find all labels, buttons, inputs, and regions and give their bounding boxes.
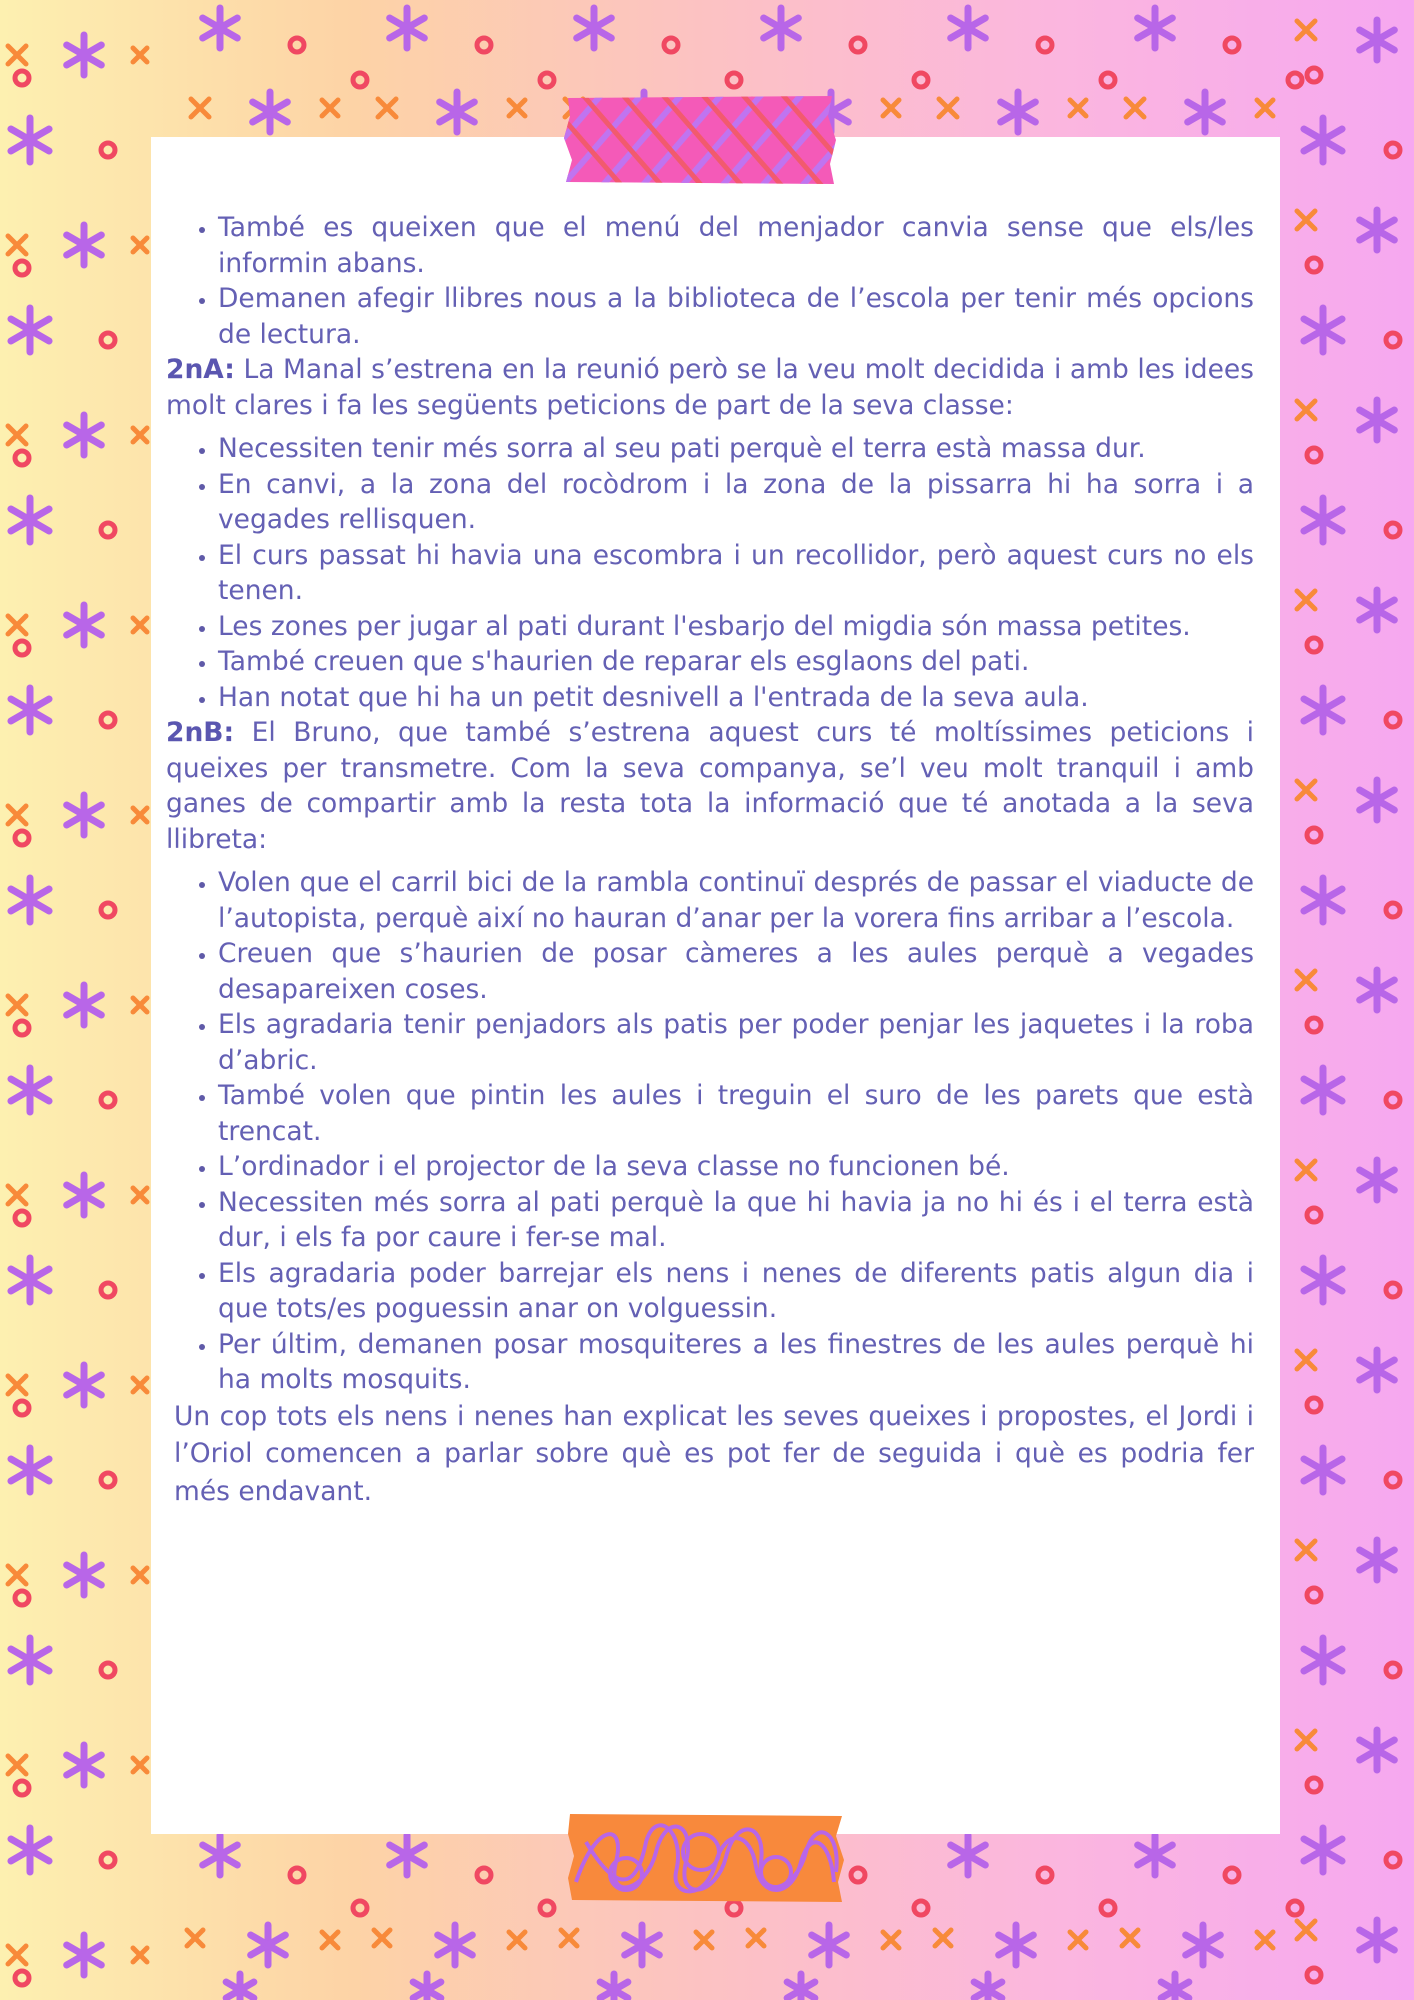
list-item: • Han notat que hi ha un petit desnivell a l'entrada de la seva aula.: [218, 680, 1254, 716]
dot-icon: [1386, 713, 1400, 727]
star-icon: [11, 878, 49, 922]
cross-icon: [1297, 1731, 1315, 1749]
star-icon: [67, 985, 102, 1025]
dot-icon: [1225, 38, 1239, 52]
dot-icon: [353, 1901, 367, 1915]
star-icon: [1360, 400, 1395, 440]
dot-icon: [477, 38, 491, 52]
dot-icon: [15, 1021, 29, 1035]
star-icon: [1304, 1828, 1342, 1872]
cross-icon: [133, 1568, 147, 1582]
star-icon: [226, 1974, 254, 2000]
dot-icon: [1386, 1853, 1400, 1867]
cross-icon: [374, 1930, 390, 1946]
star-icon: [1138, 8, 1173, 48]
cross-icon: [133, 1948, 147, 1962]
section-2nb-label: 2nB:: [166, 717, 235, 748]
dot-icon: [15, 1971, 29, 1985]
list-item: • El curs passat hi havia una escombra i un recollidor, però aquest curs no els tenen.: [218, 538, 1254, 609]
star-icon: [67, 605, 102, 645]
dot-icon: [1386, 1473, 1400, 1487]
dot-icon: [1307, 1968, 1321, 1982]
cross-icon: [696, 1932, 712, 1948]
star-icon: [1186, 1925, 1221, 1965]
star-icon: [1161, 1974, 1189, 2000]
cross-icon: [133, 1378, 147, 1392]
star-icon: [600, 1974, 628, 2000]
cross-icon: [1257, 1932, 1273, 1948]
dot-icon: [101, 1473, 115, 1487]
star-icon: [1360, 590, 1395, 630]
dot-icon: [1307, 258, 1321, 272]
cross-icon: [1297, 1541, 1315, 1559]
cross-icon: [883, 1932, 899, 1948]
dot-icon: [1386, 333, 1400, 347]
intro-list: [166, 210, 1254, 352]
cross-icon: [748, 1930, 764, 1946]
star-icon: [1188, 92, 1223, 132]
dot-icon: [101, 1093, 115, 1107]
cross-icon: [8, 1946, 26, 1964]
cross-icon: [8, 1756, 26, 1774]
cross-icon: [133, 808, 147, 822]
star-icon: [390, 8, 425, 48]
cross-icon: [8, 1376, 26, 1394]
dot-icon: [1307, 448, 1321, 462]
dot-icon: [1386, 1283, 1400, 1297]
dot-icon: [15, 261, 29, 275]
dot-icon: [101, 1853, 115, 1867]
star-icon: [1304, 498, 1342, 542]
dot-icon: [290, 1868, 304, 1882]
dot-icon: [101, 1283, 115, 1297]
cross-icon: [1297, 401, 1315, 419]
section-2nb-paragraph: [166, 715, 1254, 857]
star-icon: [1304, 878, 1342, 922]
dot-icon: [1386, 143, 1400, 157]
section-2nb-text: El Bruno, que també s’estrena aquest curs té moltíssimes peticions i queixes per transmetre. Com la seva companya, se’l veu molt tranquil i amb ganes de compartir amb la resta tota la informació que té anotada a la seva llibreta:: [166, 717, 1254, 855]
cross-icon: [133, 998, 147, 1012]
cross-icon: [8, 1186, 26, 1204]
cross-icon: [1297, 21, 1315, 39]
washi-tape-bottom: [566, 1812, 846, 1904]
cross-icon: [1122, 1930, 1138, 1946]
star-icon: [67, 1365, 102, 1405]
star-icon: [11, 308, 49, 352]
cross-icon: [883, 100, 899, 116]
cross-icon: [322, 1932, 338, 1948]
cross-icon: [322, 100, 338, 116]
dot-icon: [851, 1868, 865, 1882]
star-icon: [67, 1555, 102, 1595]
dot-icon: [101, 143, 115, 157]
star-icon: [1304, 1448, 1342, 1492]
cross-icon: [1297, 1351, 1315, 1369]
dot-icon: [1288, 73, 1302, 87]
star-icon: [1360, 970, 1395, 1010]
star-icon: [390, 1835, 425, 1875]
star-icon: [974, 1974, 1002, 2000]
cross-icon: [1297, 1921, 1315, 1939]
dot-icon: [1386, 903, 1400, 917]
cross-icon: [8, 616, 26, 634]
dot-icon: [1307, 1208, 1321, 1222]
star-icon: [1304, 308, 1342, 352]
cross-icon: [561, 1930, 577, 1946]
cross-icon: [8, 46, 26, 64]
list-item: • Els agradaria tenir penjadors als patis per poder penjar les jaquetes i la roba d’abric.: [218, 1007, 1254, 1078]
star-icon: [625, 1925, 660, 1965]
list-item: • També volen que pintin les aules i treguin el suro de les parets que està trencat.: [218, 1078, 1254, 1149]
cross-icon: [133, 428, 147, 442]
cross-icon: [1126, 99, 1144, 117]
list-item: • Per últim, demanen posar mosquiteres a les finestres de les aules perquè hi ha molts mosquits.: [218, 1327, 1254, 1398]
star-icon: [1001, 92, 1036, 132]
dot-icon: [101, 713, 115, 727]
star-icon: [413, 1974, 441, 2000]
dot-icon: [540, 1901, 554, 1915]
cross-icon: [8, 996, 26, 1014]
dot-icon: [1225, 1868, 1239, 1882]
dot-icon: [851, 38, 865, 52]
star-icon: [1138, 1835, 1173, 1875]
dot-icon: [1307, 1018, 1321, 1032]
star-icon: [11, 1448, 49, 1492]
dot-icon: [1101, 73, 1115, 87]
list-item: • Creuen que s’haurien de posar càmeres a les aules perquè a vegades desapareixen coses.: [218, 936, 1254, 1007]
cross-icon: [939, 99, 957, 117]
dot-icon: [1307, 1588, 1321, 1602]
star-icon: [787, 1974, 815, 2000]
cross-icon: [8, 426, 26, 444]
dot-icon: [1307, 1398, 1321, 1412]
star-icon: [11, 498, 49, 542]
cross-icon: [8, 1566, 26, 1584]
dot-icon: [664, 38, 678, 52]
cross-icon: [133, 618, 147, 632]
list-item: • Necessiten més sorra al pati perquè la que hi havia ja no hi és i el terra està dur, i els fa por caure i fer-se mal.: [218, 1185, 1254, 1256]
cross-icon: [133, 48, 147, 62]
star-icon: [1360, 1350, 1395, 1390]
dot-icon: [1307, 68, 1321, 82]
dot-icon: [914, 1901, 928, 1915]
cross-icon: [1070, 1932, 1086, 1948]
star-icon: [951, 1835, 986, 1875]
list-item: • Demanen afegir llibres nous a la biblioteca de l’escola per tenir més opcions de lectura.: [218, 281, 1254, 352]
star-icon: [1360, 210, 1395, 250]
dot-icon: [101, 1663, 115, 1677]
dot-icon: [1038, 38, 1052, 52]
closing-paragraph: Un cop tots els nens i nenes han explicat les seves queixes i propostes, el Jordi i l’Oriol comencen a parlar sobre què es pot fer de seguida i què es podria fer més endavant.: [174, 1400, 1254, 1507]
dot-icon: [1288, 1901, 1302, 1915]
cross-icon: [1297, 971, 1315, 989]
star-icon: [1304, 1258, 1342, 1302]
star-icon: [1360, 20, 1395, 60]
cross-icon: [509, 1932, 525, 1948]
star-icon: [951, 8, 986, 48]
star-icon: [1304, 688, 1342, 732]
cross-icon: [133, 1188, 147, 1202]
dot-icon: [1038, 1868, 1052, 1882]
star-icon: [253, 92, 288, 132]
star-icon: [67, 795, 102, 835]
star-icon: [67, 1935, 102, 1975]
list-item: • També creuen que s'haurien de reparar els esglaons del pati.: [218, 644, 1254, 680]
dot-icon: [914, 73, 928, 87]
section-2nb-list: [166, 865, 1254, 1398]
star-icon: [1304, 1068, 1342, 1112]
cross-icon: [1257, 100, 1273, 116]
star-icon: [67, 35, 102, 75]
star-icon: [764, 8, 799, 48]
star-icon: [11, 1828, 49, 1872]
star-icon: [1360, 780, 1395, 820]
dot-icon: [1307, 638, 1321, 652]
star-icon: [1360, 1920, 1395, 1960]
document-body: [166, 210, 1254, 1510]
section-2na-label: 2nA:: [166, 354, 235, 385]
dot-icon: [15, 1211, 29, 1225]
star-icon: [812, 1925, 847, 1965]
cross-icon: [1070, 100, 1086, 116]
star-icon: [999, 1925, 1034, 1965]
washi-tape-top: [562, 94, 838, 186]
star-icon: [11, 1068, 49, 1112]
dot-icon: [15, 641, 29, 655]
dot-icon: [15, 1591, 29, 1605]
list-item: • Necessiten tenir més sorra al seu pati perquè el terra està massa dur.: [218, 431, 1254, 467]
list-item: • Les zones per jugar al pati durant l'esbarjo del migdia són massa petites.: [218, 609, 1254, 645]
cross-icon: [1297, 591, 1315, 609]
cross-icon: [1297, 1161, 1315, 1179]
cross-icon: [187, 1930, 203, 1946]
dot-icon: [477, 1868, 491, 1882]
star-icon: [438, 1925, 473, 1965]
star-icon: [67, 225, 102, 265]
cross-icon: [133, 238, 147, 252]
cross-icon: [8, 236, 26, 254]
star-icon: [1304, 118, 1342, 162]
cross-icon: [1297, 211, 1315, 229]
cross-icon: [133, 1758, 147, 1772]
dot-icon: [15, 1401, 29, 1415]
star-icon: [11, 1638, 49, 1682]
dot-icon: [15, 71, 29, 85]
cross-icon: [191, 99, 209, 117]
list-item: • En canvi, a la zona del rocòdrom i la zona de la pissarra hi ha sorra i a vegades rellisquen.: [218, 467, 1254, 538]
star-icon: [67, 415, 102, 455]
dot-icon: [15, 831, 29, 845]
dot-icon: [15, 451, 29, 465]
section-2na-text: La Manal s’estrena en la reunió però se la veu molt decidida i amb les idees molt clares i fa les següents peticions de part de la seva classe:: [166, 354, 1254, 421]
dot-icon: [540, 73, 554, 87]
star-icon: [1360, 1160, 1395, 1200]
list-item: • Volen que el carril bici de la rambla continuï després de passar el viaducte de l’autopista, perquè així no hauran d’anar per la vorera fins arribar a l’escola.: [218, 865, 1254, 936]
dot-icon: [1386, 523, 1400, 537]
dot-icon: [1386, 1093, 1400, 1107]
dot-icon: [353, 73, 367, 87]
star-icon: [11, 118, 49, 162]
section-2na-paragraph: [166, 352, 1254, 423]
star-icon: [1304, 1638, 1342, 1682]
list-item: • L’ordinador i el projector de la seva classe no funcionen bé.: [218, 1149, 1254, 1185]
star-icon: [11, 1258, 49, 1302]
cross-icon: [935, 1930, 951, 1946]
dot-icon: [101, 903, 115, 917]
star-icon: [1360, 1730, 1395, 1770]
section-2na-list: [166, 431, 1254, 715]
cross-icon: [8, 806, 26, 824]
dot-icon: [1307, 1778, 1321, 1792]
list-item: • Els agradaria poder barrejar els nens i nenes de diferents patis algun dia i que tots/es poguessin anar on volguessin.: [218, 1256, 1254, 1327]
star-icon: [203, 1835, 238, 1875]
dot-icon: [1386, 1663, 1400, 1677]
star-icon: [67, 1745, 102, 1785]
cross-icon: [1297, 781, 1315, 799]
star-icon: [440, 92, 475, 132]
star-icon: [203, 8, 238, 48]
dot-icon: [290, 38, 304, 52]
star-icon: [1360, 1540, 1395, 1580]
dot-icon: [15, 1781, 29, 1795]
list-item: • També es queixen que el menú del menjador canvia sense que els/les informin abans.: [218, 210, 1254, 281]
dot-icon: [101, 523, 115, 537]
star-icon: [577, 8, 612, 48]
dot-icon: [1307, 828, 1321, 842]
dot-icon: [1101, 1901, 1115, 1915]
star-icon: [251, 1925, 286, 1965]
dot-icon: [101, 333, 115, 347]
star-icon: [67, 1175, 102, 1215]
cross-icon: [378, 99, 396, 117]
star-icon: [11, 688, 49, 732]
cross-icon: [509, 100, 525, 116]
dot-icon: [727, 73, 741, 87]
